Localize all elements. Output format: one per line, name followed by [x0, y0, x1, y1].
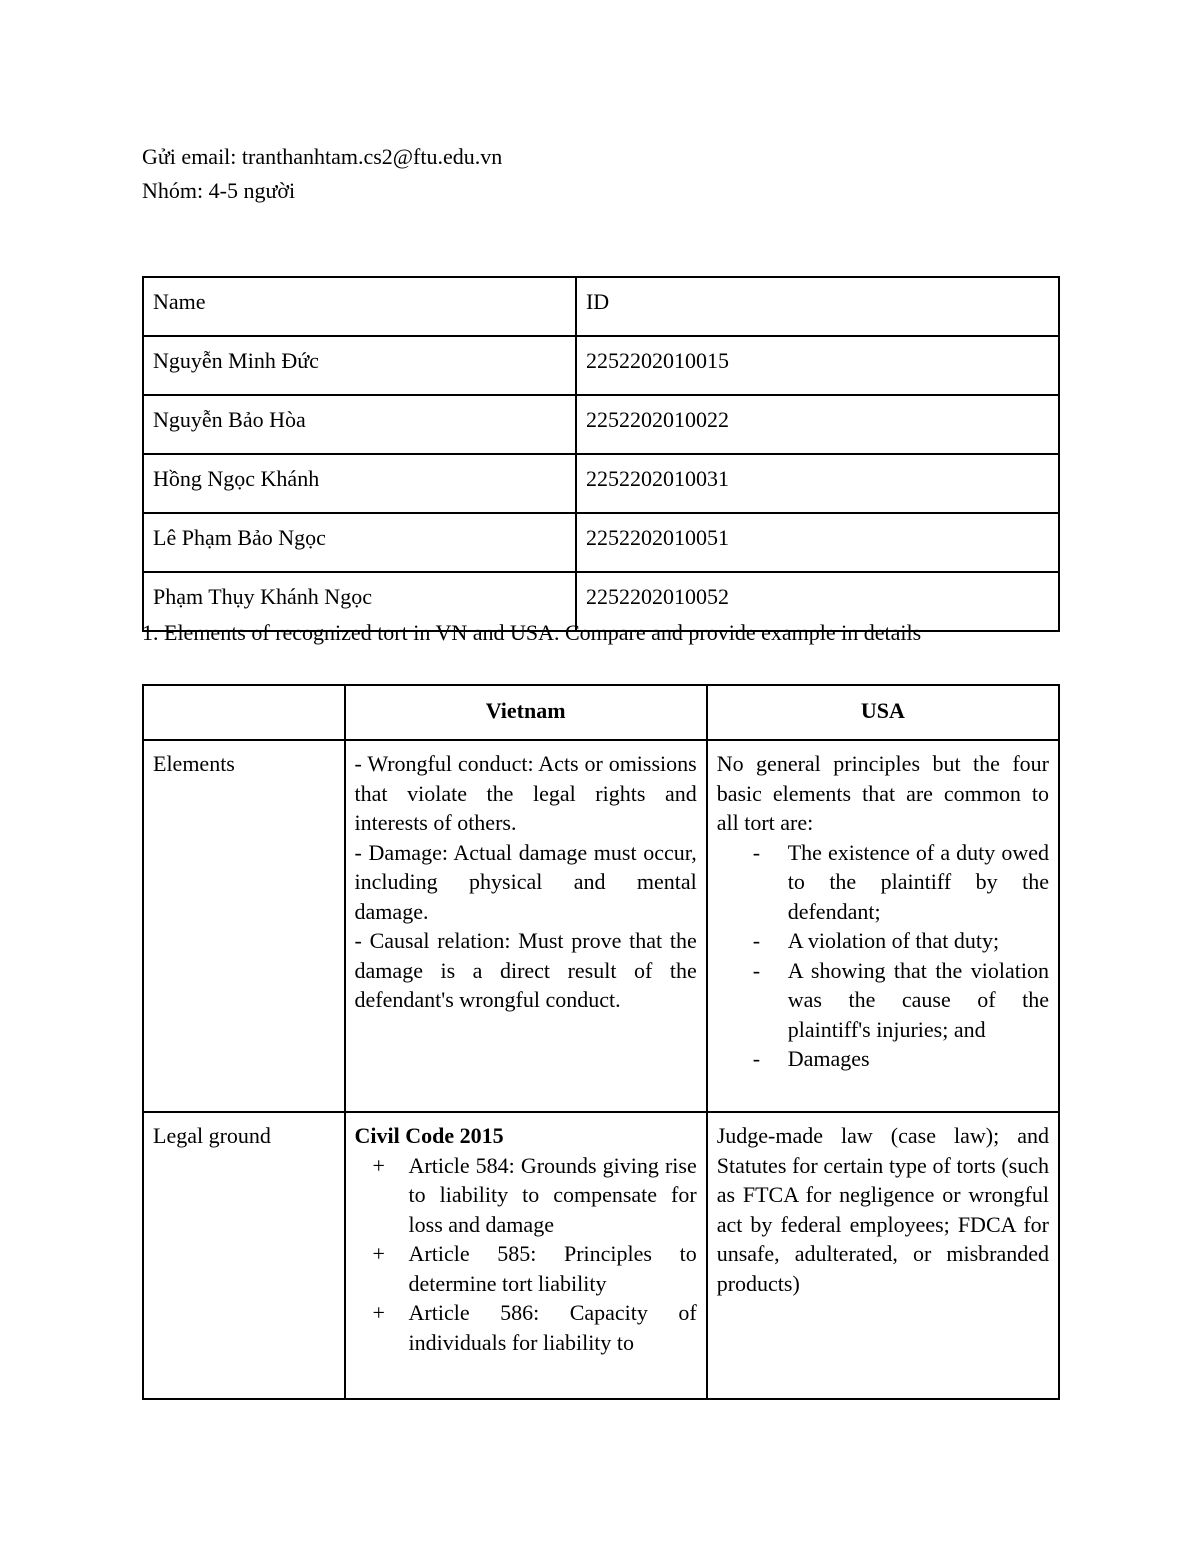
usa-legal-ground-cell: Judge-made law (case law); and Statutes for certain type of torts (such as FTCA for negligence or wrongful act by federal employees; FDCA for unsafe, adulterated, or misbranded products) — [707, 1112, 1059, 1399]
elements-row — [143, 740, 1059, 1112]
member-name: Phạm Thụy Khánh Ngọc — [143, 572, 576, 631]
member-id: 2252202010051 — [576, 513, 1059, 572]
member-id: 2252202010052 — [576, 572, 1059, 631]
vn-element-wrongful-conduct: - Wrongful conduct: Acts or omissions that violate the legal rights and interests of others. — [354, 751, 697, 835]
table-row — [143, 513, 1059, 572]
vn-element-causal-relation: - Causal relation: Must prove that the damage is a direct result of the defendant's wrongful conduct. — [354, 928, 697, 1012]
dash-bullet: - — [752, 1046, 761, 1071]
usa-elements-cell — [707, 740, 1059, 1112]
plus-bullet: + — [372, 1300, 385, 1325]
header-name: Name — [143, 277, 576, 336]
member-id: 2252202010031 — [576, 454, 1059, 513]
list-item: + Article 584: Grounds giving rise to liability to compensate for loss and damage — [372, 1152, 697, 1237]
empty-corner-cell — [143, 685, 345, 740]
member-name: Nguyễn Bảo Hòa — [143, 395, 576, 454]
member-name: Nguyễn Minh Đức — [143, 336, 576, 395]
list-item: - The existence of a duty owed to the plaintiff by the defendant; — [752, 839, 1049, 924]
header-usa: USA — [707, 685, 1059, 740]
member-id: 2252202010015 — [576, 336, 1059, 395]
comparison-header-row — [143, 685, 1059, 740]
row-label-elements: Elements — [143, 740, 345, 1112]
list-item: + Article 586: Capacity of individuals for liability to — [372, 1300, 697, 1355]
dash-bullet: - — [752, 928, 761, 953]
civil-code-articles-list — [355, 1151, 697, 1358]
table-row — [143, 395, 1059, 454]
usa-elements-intro: No general principles but the four basic elements that are common to all tort are: — [716, 751, 1049, 835]
vietnam-legal-ground-cell — [345, 1112, 707, 1399]
civil-code-title: Civil Code 2015 — [354, 1123, 504, 1148]
members-table — [142, 276, 1060, 632]
member-name: Lê Phạm Bảo Ngọc — [143, 513, 576, 572]
member-name: Hồng Ngọc Khánh — [143, 454, 576, 513]
usa-elements-list — [717, 838, 1049, 1074]
row-label-legal-ground: Legal ground — [143, 1112, 345, 1399]
header-vietnam: Vietnam — [345, 685, 707, 740]
comparison-table — [142, 684, 1060, 1400]
vn-element-damage: - Damage: Actual damage must occur, including physical and mental damage. — [354, 839, 697, 924]
group-size-line: Nhóm: 4-5 người — [142, 178, 296, 203]
plus-bullet: + — [372, 1241, 385, 1266]
list-item: - A violation of that duty; — [717, 926, 1049, 956]
table-row — [143, 454, 1059, 513]
header-id: ID — [576, 277, 1059, 336]
email-line: Gửi email: tranthanhtam.cs2@ftu.edu.vn — [142, 144, 503, 169]
legal-ground-row — [143, 1112, 1059, 1399]
list-item: - A showing that the violation was the cause of the plaintiff's injuries; and — [752, 957, 1049, 1042]
dash-bullet: - — [752, 839, 761, 865]
vietnam-elements-cell — [345, 740, 707, 1112]
question-heading: 1. Elements of recognized tort in VN and USA. Compare and provide example in details — [142, 620, 922, 645]
table-row — [143, 336, 1059, 395]
list-item: + Article 585: Principles to determine tort liability — [372, 1241, 697, 1296]
member-id: 2252202010022 — [576, 395, 1059, 454]
plus-bullet: + — [372, 1152, 385, 1178]
dash-bullet: - — [752, 957, 761, 983]
list-item: - Damages — [717, 1044, 1049, 1074]
table-header-row — [143, 277, 1059, 336]
